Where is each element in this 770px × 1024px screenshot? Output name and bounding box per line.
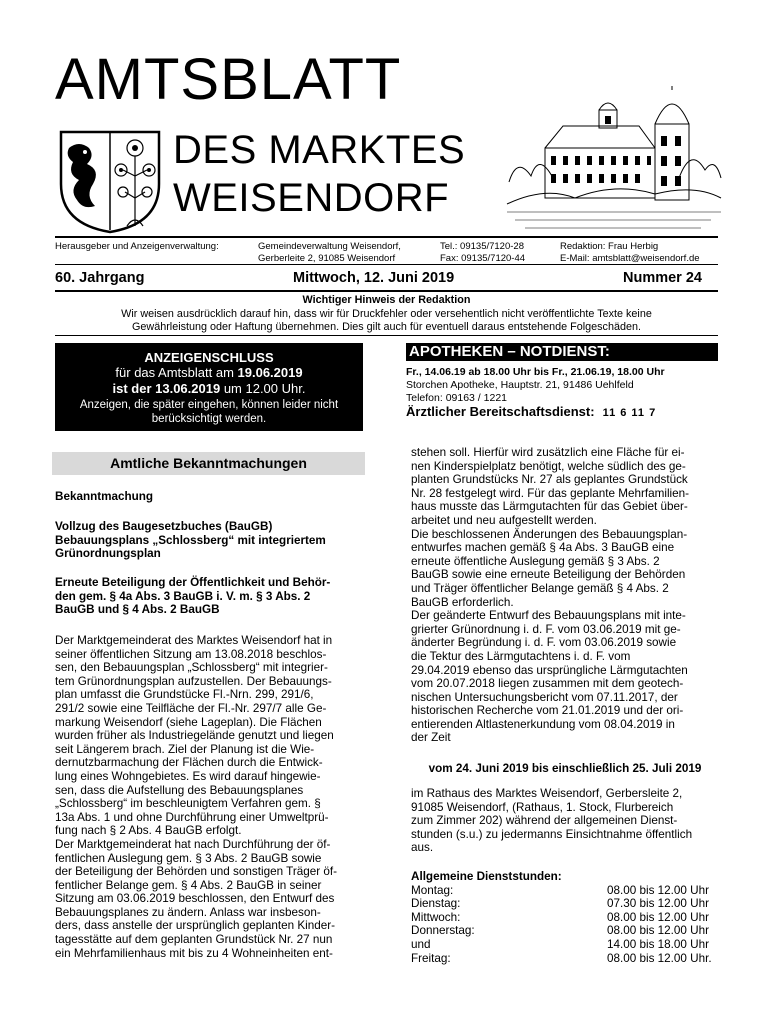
office-hours-day: Mittwoch: [411, 910, 461, 924]
body-line: plan umfasst die Grundstücke Fl.-Nrn. 299, 291/6, [55, 688, 314, 702]
body-line: seit Längerem brach. Ziel der Planung ist die Wie- [55, 742, 315, 756]
body-line: Nr. 28 festgelegt wird. Für das geplante Mehrfamilien- [411, 486, 690, 500]
body-line: zum Zimmer 202) während der allgemeinen Dienst- [411, 814, 678, 828]
masthead-subtitle-2: WEISENDORF [173, 176, 450, 220]
body-line: planten Grundstücks Nr. 27 als geplantes Grundstück [411, 473, 688, 487]
body-line: BauGB sowie eine erneute Beteiligung der Behörden [411, 568, 686, 582]
body-line: änderter Begründung i. d. F. vom 03.06.2019 sowie [411, 636, 677, 650]
body-line: sen, dass die Aufstellung des Bebauungsplanes [55, 783, 304, 797]
office-hours-time: 14.00 bis 18.00 Uhr [607, 937, 710, 951]
body-line: historischen Recherche vom 21.01.2019 und der ori- [411, 704, 684, 718]
body-line: aus. [411, 841, 434, 855]
body-line: der Beteiligung der Behörden und sonstigen Träger öf- [55, 865, 337, 879]
announcement-subheading: Erneute Beteiligung der Öffentlichkeit und Behör- den gem. § 4a Abs. 3 BauGB i. V. m. § 3 Abs. 2 BauGB und § 4 Abs. 2 BauGB [55, 576, 331, 617]
body-line: grierter Grünordnung i. d. F. vom 03.06.2019 mit ge- [411, 622, 681, 636]
office-hours-day: Montag: [411, 883, 454, 897]
body-line: fung nach § 2 Abs. 4 BauGB erfolgt. [55, 824, 242, 838]
office-hours-day: und [411, 937, 431, 951]
contact-phone: Tel.: 09135/7120-28 Fax: 09135/7120-44 [440, 241, 526, 264]
body-line: lung eines Wohngebietes. Es wird darauf hingewie- [55, 769, 321, 783]
announcement-subject: Vollzug des Baugesetzbuches (BauGB) Bebauungsplans „Schlossberg“ mit integriertem Grünordnungsplan [55, 520, 326, 561]
body-line: erneute öffentliche Auslegung gemäß § 3 Abs. 2 [411, 554, 660, 568]
body-line: Der Marktgemeinderat des Marktes Weisendorf hat in [55, 634, 333, 647]
office-hours: Allgemeine Dienststunden: Montag: 08.00 bis 12.00 Uhr Dienstag: 07.30 bis 12.00 Uhr Mittwoch: 08.00 bis 12.00 Uhr Donnerstag: 08.00 bis 12.00 Uhr und 14.00 bis 18.00 Uhr Freitag: 08.00 bis 12.00 Uhr. [411, 870, 719, 965]
body-line: Die beschlossenen Änderungen des Bebauungsplan- [411, 527, 688, 541]
masthead-title: AMTSBLATT [55, 47, 402, 112]
body-line: stunden (s.u.) zu jedermanns Einsichtnahme öffentlich [411, 827, 693, 841]
body-line: entwurfes machen gemäß § 4a Abs. 3 BauGB eine [411, 541, 675, 555]
publisher-label: Herausgeber und Anzeigenverwaltung: [55, 241, 219, 252]
body-line: stehen soll. Hierfür wird zusätzlich eine Fläche für ei- [411, 446, 685, 459]
editor-contact: Redaktion: Frau Herbig E-Mail: amtsblatt@weisendorf.de [560, 241, 700, 264]
coat-of-arms-icon [55, 126, 165, 236]
body-line: 29.04.2019 ebenso das ursprüngliche Lärmgutachten [411, 663, 688, 677]
body-line: nischen Untersuchungsbericht vom 07.11.2017, der [411, 690, 678, 704]
body-line: arbeitet und neu aufgestellt werden. [411, 513, 597, 527]
ad-deadline-box: ANZEIGENSCHLUSS für das Amtsblatt am 19.06.2019 ist der 13.06.2019 um 12.00 Uhr. Anzeigen, die später eingehen, können leider nicht berücksichtigt werden. [55, 343, 363, 431]
pharmacy-info: Fr., 14.06.19 ab 18.00 Uhr bis Fr., 21.06.19, 18.00 Uhr Storchen Apotheke, Hauptstr. 21, 91486 Uehlfeld Telefon: 09163 / 1221 [406, 366, 665, 404]
body-line: vom 20.07.2018 liegen zusammen mit dem geotech- [411, 677, 684, 691]
office-hours-time: 08.00 bis 12.00 Uhr [607, 910, 710, 924]
body-line: markung Weisendorf (siehe Lageplan). Die Flächen [55, 715, 322, 729]
masthead-subtitle-1: DES MARKTES [173, 128, 466, 172]
body-line: seiner öffentlichen Sitzung am 13.08.2018 beschlos- [55, 647, 327, 661]
office-hours-day: Donnerstag: [411, 924, 475, 938]
body-line: und Träger öffentlicher Belange gemäß § 4 Abs. 2 [411, 581, 669, 595]
office-hours-row [411, 938, 719, 952]
body-line: Der Marktgemeinderat hat nach Durchführung der öf- [55, 837, 331, 851]
office-hours-day: Dienstag: [411, 897, 461, 911]
office-hours-row [411, 924, 719, 938]
pharmacy-heading: APOTHEKEN – NOTDIENST: [406, 343, 718, 361]
issue-volume: 60. Jahrgang [55, 270, 145, 286]
body-line: ders, dass anstelle der ursprünglich geplanten Kinder- [55, 919, 336, 933]
announcement-heading: Bekanntmachung [55, 490, 154, 503]
issue-number: Nummer 24 [623, 270, 702, 286]
body-line: 13a Abs. 1 und ohne Durchführung einer Umweltprü- [55, 810, 329, 824]
body-line: 91085 Weisendorf, (Rathaus, 1. Stock, Flurbereich [411, 800, 674, 814]
body-line: die Tektur des Lärmgutachtens i. d. F. vom [411, 649, 631, 663]
office-hours-time: 08.00 bis 12.00 Uhr [607, 883, 710, 897]
body-line: entierenden Altlastenerkundung vom 08.04.2019 in [411, 717, 675, 731]
body-line: Sitzung am 03.06.2019 beschlossen, den Entwurf des [55, 892, 335, 906]
editorial-notice: Wichtiger Hinweis der Redaktion Wir weisen ausdrücklich darauf hin, dass wir für Druckfehler oder versehentlich nicht veröffentlichte Texte keine Gewährleistung oder Haftung übernehmen. Dies gilt auch für eventuell daraus entstehende Folgeschäden. [121, 294, 652, 333]
body-line: ein Mehrfamilienhaus mit bis zu 4 Wohneinheiten ent- [55, 946, 333, 960]
office-hours-row [411, 897, 719, 911]
announcement-body-right [411, 446, 719, 745]
office-hours-time: 08.00 bis 12.00 Uhr [607, 924, 710, 938]
office-hours-row [411, 884, 719, 898]
body-line: 291/2 sowie eine Teilfläche der Fl.-Nr. 297/7 alle Ge- [55, 701, 327, 715]
body-line: haus musste das Lärmgutachten für das Gebiet über- [411, 500, 688, 514]
body-line: nen Kinderspielplatz benötigt, welche südlich des ge- [411, 459, 686, 473]
body-line: Bebauungsplanes zu ändern. Anlass war insbeson- [55, 905, 321, 919]
office-hours-time: 08.00 bis 12.00 Uhr. [607, 951, 712, 965]
body-line: wurden früher als Industriegelände genutzt und liegen [55, 729, 334, 743]
office-hours-time: 07.30 bis 12.00 Uhr [607, 897, 710, 911]
section-title: Amtliche Bekanntmachungen [52, 452, 365, 475]
body-line: der Zeit [411, 731, 451, 745]
issue-date: Mittwoch, 12. Juni 2019 [293, 270, 455, 286]
body-line: „Schlossberg“ im beschleunigtem Verfahren gem. § [55, 797, 321, 811]
body-line: im Rathaus des Marktes Weisendorf, Gerbersleite 2, [411, 787, 683, 800]
body-line: BauGB erforderlich. [411, 595, 514, 609]
body-line: fentlichen Auslegung gem. § 3 Abs. 2 BauGB sowie [55, 851, 322, 865]
body-line: sen, den Bebauungsplan „Schlossberg“ mit integrier- [55, 661, 328, 675]
email-link[interactable]: E-Mail: amtsblatt@weisendorf.de [560, 253, 700, 264]
office-hours-day: Freitag: [411, 951, 451, 965]
display-period: vom 24. Juni 2019 bis einschließlich 25. Juli 2019 [428, 762, 702, 775]
body-line: fentlicher Belange gem. § 4 Abs. 2 BauGB in seiner [55, 878, 322, 892]
office-hours-row [411, 952, 719, 966]
medical-service: Ärztlicher Bereitschaftsdienst: 11 6 11 7 [406, 404, 657, 419]
display-location [411, 787, 719, 855]
announcement-body-left [55, 634, 366, 960]
body-line: dernutzbarmachung der Flächen durch die Entwick- [55, 756, 323, 770]
body-line: tem Grünordnungsplan aufzustellen. Der Bebauungs- [55, 674, 332, 688]
publisher-address: Gemeindeverwaltung Weisendorf, Gerberleite 2, 91085 Weisendorf [258, 241, 401, 264]
body-line: Der geänderte Entwurf des Bebauungsplans mit inte- [411, 609, 686, 623]
office-hours-row [411, 911, 719, 925]
castle-illustration-icon [505, 86, 723, 236]
body-line: tagesstätte auf dem geplanten Grundstück Nr. 27 nun [55, 933, 333, 947]
